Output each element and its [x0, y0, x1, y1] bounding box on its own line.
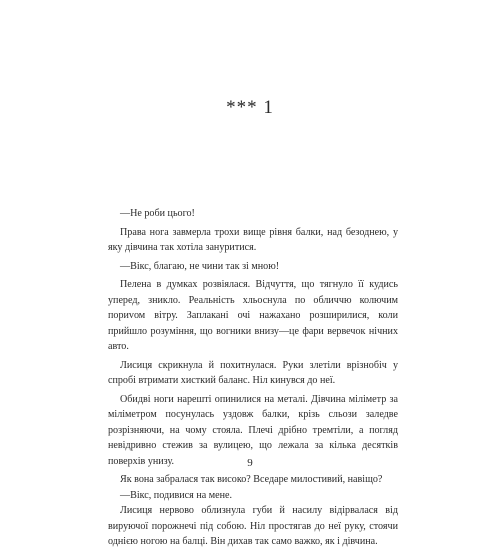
paragraph: —Не роби цього!: [120, 208, 195, 219]
paragraph: Обидві ноги нарешті опинилися на металі. Дівчина міліметр за міліметром посунулась уздовж балки, крізь сльози заледве розрізняючи, на чому стояла. Плечі дрібно тремтіли, а погляд невідривно стежив за вулицею, що лежала за кілька десятків поверхів унизу.: [108, 393, 398, 467]
paragraph: —Вікс, благаю, не чини так зі мною!: [120, 260, 280, 272]
paragraph: Як вона забралася так високо? Вседаре милостивий, навіщо?: [120, 474, 383, 485]
paragraph: Права нога завмерла трохи вище рівня балки, над безоднею, у яку дівчина так хотіла зануритися.: [108, 226, 398, 253]
paragraph: Пелена в думках розвіялася. Відчуття, що тягнуло її кудись уперед, зникло. Реальність хльоснула по обличчю колючим пориvом вітру. Заплакані очі нажахано розширилися, коли прийшло розуміння, що вогники внизу—це фари вервечок нічних авто.: [108, 279, 398, 352]
body-text: [108, 206, 398, 553]
paragraph: —Вікс, подивися на мене.: [120, 489, 232, 501]
chapter-heading: *** 1: [226, 97, 274, 118]
paragraph: Лисиця скрикнула й похитнулася. Руки злетіли врізнобіч у спробі втримати хисткий баланс. Ніл кинувся до неї.: [108, 359, 398, 386]
paragraph: Лисиця нервово облизнула губи й насилу відірвалася від вируючої порожнечі під собою. Ніл простягав до неї руку, стоячи однією ногою на балці. Він дихав так само важко, як і дівчина.: [108, 505, 398, 547]
page-number: 9: [247, 457, 253, 469]
